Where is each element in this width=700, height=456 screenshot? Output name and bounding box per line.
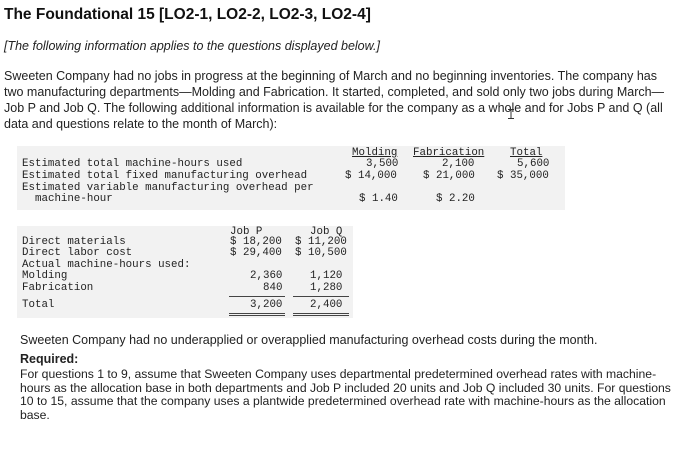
required-line: base. bbox=[20, 407, 50, 422]
table-cell: 3,200 bbox=[250, 299, 283, 311]
row-label: Actual machine-hours used: bbox=[22, 259, 191, 271]
overhead-note: Sweeten Company had no underapplied or overapplied manufacturing overhead costs during the month. bbox=[20, 333, 598, 347]
column-header-molding: Molding bbox=[352, 147, 398, 159]
subtotal-rule bbox=[229, 296, 285, 297]
table-cell: 5,600 bbox=[517, 158, 550, 170]
table-cell: $ 35,000 bbox=[497, 170, 549, 182]
intro-line: data and questions relate to the month of March): bbox=[4, 117, 278, 131]
row-label: Molding bbox=[22, 270, 68, 282]
table-cell: $ 21,000 bbox=[423, 170, 475, 182]
row-label: Total bbox=[22, 299, 55, 311]
table-cell: 2,360 bbox=[250, 270, 283, 282]
required-line: 10 to 15, assume that the company uses a plantwide predetermined overhead rate with machine-hours as the allocation bbox=[20, 394, 666, 408]
table-cell: 2,100 bbox=[442, 158, 475, 170]
table-cell: 840 bbox=[263, 282, 283, 294]
row-label: Estimated total machine-hours used bbox=[22, 158, 243, 170]
table-cell: $ 29,400 bbox=[230, 247, 282, 259]
job-cost-table bbox=[17, 226, 353, 318]
table-cell: 1,280 bbox=[310, 282, 343, 294]
text-cursor-icon bbox=[508, 109, 514, 119]
column-header-job-q: Job Q bbox=[310, 226, 343, 238]
page-title: The Foundational 15 [LO2-1, LO2-2, LO2-3, LO2-4] bbox=[4, 6, 371, 23]
table-cell: $ 10,500 bbox=[295, 247, 347, 259]
intro-line: Sweeten Company had no jobs in progress at the beginning of March and no beginning inventories. The company has bbox=[4, 69, 657, 83]
row-label: Estimated variable manufacturing overhead per bbox=[22, 182, 314, 194]
required-line: hours as the allocation base in both departments and Job P included 20 units and Job Q included 30 units. For questions bbox=[20, 380, 671, 395]
instructions-note: [The following information applies to the questions displayed below.] bbox=[4, 39, 380, 53]
intro-line: two manufacturing departments—Molding and Fabrication. It started, completed, and sold only two jobs during March— bbox=[4, 85, 665, 99]
row-label: Direct materials bbox=[22, 236, 126, 248]
problem-intro bbox=[4, 68, 694, 132]
table-cell: $ 1.40 bbox=[359, 193, 398, 205]
required-text bbox=[20, 368, 690, 422]
row-label: Estimated total fixed manufacturing overhead bbox=[22, 170, 308, 182]
table-cell: $ 11,200 bbox=[295, 236, 347, 248]
total-double-rule bbox=[293, 313, 349, 314]
table-cell: 1,120 bbox=[310, 270, 343, 282]
column-header-fabrication: Fabrication bbox=[413, 147, 485, 159]
row-label-continued: machine-hour bbox=[35, 193, 113, 205]
table-cell: $ 2.20 bbox=[436, 193, 475, 205]
department-overhead-table bbox=[17, 146, 565, 210]
column-header-total: Total bbox=[510, 147, 543, 159]
total-double-rule bbox=[229, 313, 285, 314]
row-label: Fabrication bbox=[22, 282, 94, 294]
intro-line: Job P and Job Q. The following additional information is available for the company as a whole and for Jobs P and Q (all bbox=[4, 101, 663, 115]
required-line: For questions 1 to 9, assume that Sweeten Company uses departmental predetermined overhead rates with machine- bbox=[20, 367, 657, 381]
table-cell: $ 14,000 bbox=[345, 170, 397, 182]
table-cell: 2,400 bbox=[310, 299, 343, 311]
total-double-rule bbox=[229, 315, 285, 316]
total-double-rule bbox=[293, 315, 349, 316]
table-cell: 3,500 bbox=[366, 158, 399, 170]
column-header-job-p: Job P bbox=[230, 226, 263, 238]
row-label: Direct labor cost bbox=[22, 247, 133, 259]
subtotal-rule bbox=[293, 296, 349, 297]
table-cell: $ 18,200 bbox=[230, 236, 282, 248]
required-heading: Required: bbox=[20, 352, 79, 366]
